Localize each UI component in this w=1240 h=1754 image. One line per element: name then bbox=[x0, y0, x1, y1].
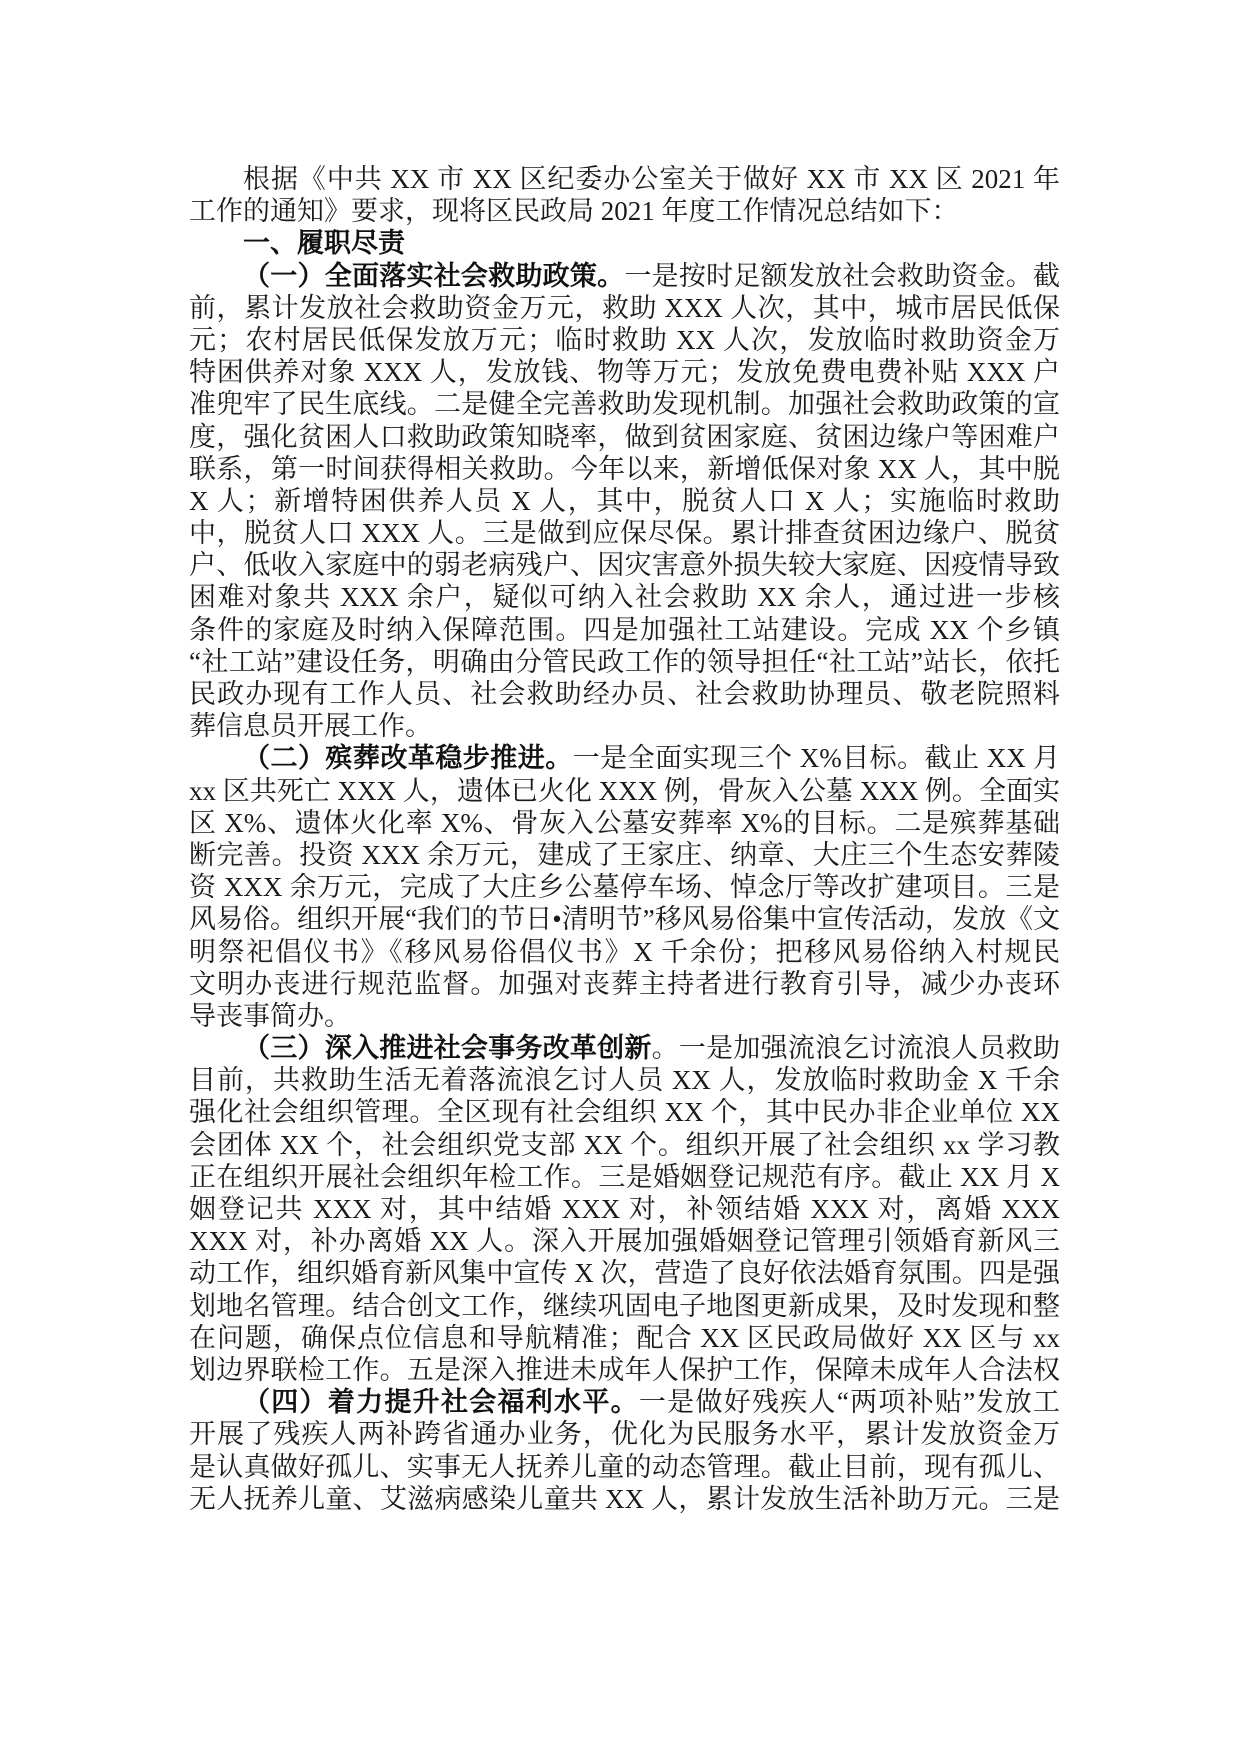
line-text: X 人；新增特困供养人员 X 人，其中，脱贫人口 X 人；实施临时救助 bbox=[189, 485, 1060, 516]
text-line bbox=[189, 388, 1060, 420]
text-line bbox=[189, 453, 1060, 485]
line-text: 困难对象共 XXX 余户，疑似可纳入社会救助 XX 余人，通过进一步核 bbox=[189, 582, 1060, 613]
line-text: 葬信息员开展工作。 bbox=[189, 711, 432, 742]
text-line bbox=[189, 1418, 1060, 1450]
line-text: 强化社会组织管理。全区现有社会组织 XX 个，其中民办非企业单位 XX bbox=[189, 1097, 1060, 1128]
text-line bbox=[189, 742, 1060, 774]
text-line bbox=[189, 1354, 1060, 1386]
line-text: 联系，第一时间获得相关救助。今年以来，新增低保对象 XX 人，其中脱 bbox=[189, 453, 1060, 484]
text-line bbox=[189, 1225, 1060, 1257]
text-line bbox=[189, 324, 1060, 356]
text-line bbox=[189, 710, 1060, 742]
text-line bbox=[189, 195, 1060, 227]
text-line bbox=[189, 903, 1060, 935]
text-line bbox=[189, 485, 1060, 517]
line-text: 元；农村居民低保发放万元；临时救助 XX 人次，发放临时救助资金万 bbox=[189, 324, 1060, 355]
intro-paragraph bbox=[189, 163, 1060, 227]
line-text: 会团体 XX 个，社会组织党支部 XX 个。组织开展了社会组织 xx 学习教 bbox=[189, 1129, 1060, 1160]
text-line bbox=[189, 775, 1060, 807]
text-line bbox=[189, 421, 1060, 453]
line-text: 姻登记共 XXX 对，其中结婚 XXX 对，补领结婚 XXX 对，离婚 XXX bbox=[189, 1194, 1060, 1224]
line-text: 民政办现有工作人员、社会救助经办员、社会救助协理员、敬老院照料 bbox=[189, 679, 1060, 709]
line-text: 划地名管理。结合创文工作，继续巩固电子地图更新成果，及时发现和整 bbox=[189, 1290, 1060, 1321]
line-text: 文明办丧进行规范监督。加强对丧葬主持者进行教育引导，减少办丧环 bbox=[189, 968, 1060, 999]
line-text: 一是做好残疾人“两项补贴”发放工 bbox=[638, 1387, 1060, 1418]
line-text: 一是全面实现三个 X%目标。截止 XX 月 bbox=[572, 743, 1060, 774]
text-line bbox=[189, 646, 1060, 678]
line-text: XXX 对，补办离婚 XX 人。深入开展加强婚姻登记管理引领婚育新风三 bbox=[189, 1226, 1060, 1257]
line-text: 是认真做好孤儿、实事无人抚养儿童的动态管理。截止目前，现有孤儿、 bbox=[189, 1451, 1060, 1482]
subsection-paragraph bbox=[189, 260, 1060, 743]
line-text: 开展了残疾人两补跨省通办业务，优化为民服务水平，累计发放资金万 bbox=[189, 1419, 1060, 1450]
subsection-paragraph bbox=[189, 742, 1060, 1032]
line-text: 一是按时足额发放社会救助资金。截 bbox=[624, 260, 1060, 291]
line-text: 根据《中共 XX 市 XX 区纪委办公室关于做好 XX 市 XX 区 2021 年 bbox=[243, 164, 1060, 194]
line-text: xx 区共死亡 XXX 人，遗体已火化 XXX 例，骨灰入公墓 XXX 例。全面实 bbox=[189, 775, 1060, 806]
document-body bbox=[189, 163, 1060, 1515]
line-text: 户、低收入家庭中的弱老病残户、因灾害意外损失较大家庭、因疫情导致 bbox=[189, 550, 1060, 581]
text-line bbox=[189, 549, 1060, 581]
line-text: “社工站”建设任务，明确由分管民政工作的领导担任“社工站”站长，依托 bbox=[189, 646, 1060, 677]
text-line bbox=[189, 968, 1060, 1000]
section-heading bbox=[189, 227, 1060, 259]
line-text: 正在组织开展社会组织年检工作。三是婚姻登记规范有序。截止 XX 月 X bbox=[189, 1161, 1060, 1192]
line-text: 断完善。投资 XXX 余万元，建成了王家庄、纳章、大庄三个生态安葬陵 bbox=[189, 839, 1060, 870]
line-text: 区 X%、遗体火化率 X%、骨灰入公墓安葬率 X%的目标。二是殡葬基础 bbox=[189, 807, 1060, 838]
text-line bbox=[189, 1032, 1060, 1064]
subsection-title: （二）殡葬改革稳步推进。 bbox=[243, 743, 573, 774]
text-line bbox=[189, 517, 1060, 549]
line-text: 动工作，组织婚育新风集中宣传 X 次，营造了良好依法婚育氛围。四是强 bbox=[189, 1258, 1060, 1289]
text-line bbox=[189, 1322, 1060, 1354]
text-line bbox=[189, 581, 1060, 613]
line-text: 风易俗。组织开展“我们的节日•清明节”移风易俗集中宣传活动，发放《文 bbox=[189, 904, 1060, 935]
subsection-paragraph bbox=[189, 1386, 1060, 1515]
line-text: 前，累计发放社会救助资金万元，救助 XXX 人次，其中，城市居民低保 bbox=[189, 292, 1060, 323]
text-line bbox=[189, 1161, 1060, 1193]
text-line bbox=[189, 1064, 1060, 1096]
text-line bbox=[189, 163, 1060, 195]
line-text: 无人抚养儿童、艾滋病感染儿童共 XX 人，累计发放生活补助万元。三是 bbox=[189, 1483, 1060, 1514]
text-line bbox=[189, 1483, 1060, 1515]
line-text: 。一是加强流浪乞讨流浪人员救助 bbox=[651, 1033, 1060, 1064]
line-text: 中，脱贫人口 XXX 人。三是做到应保尽保。累计排查贫困边缘户、脱贫 bbox=[189, 518, 1060, 549]
subsection-paragraph bbox=[189, 1032, 1060, 1386]
line-text: 度，强化贫困人口救助政策知晓率，做到贫困家庭、贫困边缘户等困难户 bbox=[189, 421, 1060, 452]
text-line bbox=[189, 292, 1060, 324]
text-line bbox=[189, 1193, 1060, 1225]
text-line bbox=[189, 839, 1060, 871]
text-line bbox=[189, 807, 1060, 839]
text-line bbox=[189, 614, 1060, 646]
text-line bbox=[189, 1129, 1060, 1161]
text-line bbox=[189, 260, 1060, 292]
text-line bbox=[189, 1096, 1060, 1128]
line-text: 划边界联检工作。五是深入推进未成年人保护工作，保障未成年人合法权 bbox=[189, 1354, 1060, 1385]
subsection-title: （一）全面落实社会救助政策。 bbox=[243, 260, 625, 291]
text-line bbox=[189, 1451, 1060, 1483]
text-line bbox=[189, 936, 1060, 968]
text-line bbox=[189, 1386, 1060, 1418]
line-text: 条件的家庭及时纳入保障范围。四是加强社工站建设。完成 XX 个乡镇 bbox=[189, 614, 1060, 645]
subsection-title: （三）深入推进社会事务改革创新 bbox=[243, 1033, 652, 1064]
line-text: 工作的通知》要求，现将区民政局 2021 年度工作情况总结如下： bbox=[189, 196, 959, 227]
text-line bbox=[189, 1000, 1060, 1032]
text-line bbox=[189, 1290, 1060, 1322]
text-line bbox=[189, 1257, 1060, 1289]
line-text: 导丧事简办。 bbox=[189, 1000, 351, 1031]
text-line bbox=[189, 871, 1060, 903]
line-text: 准兜牢了民生底线。二是健全完善救助发现机制。加强社会救助政策的宣 bbox=[189, 389, 1060, 420]
text-line bbox=[189, 356, 1060, 388]
text-line bbox=[189, 227, 1060, 259]
text-line bbox=[189, 678, 1060, 710]
line-text: 资 XXX 余万元，完成了大庄乡公墓停车场、悼念厅等改扩建项目。三是 bbox=[189, 872, 1060, 903]
line-text: 特困供养对象 XXX 人，发放钱、物等万元；发放免费电费补贴 XXX 户 bbox=[189, 357, 1060, 388]
line-text: 明祭祀倡仪书》《移风易俗倡仪书》X 千余份；把移风易俗纳入村规民 bbox=[189, 936, 1060, 967]
heading-text: 一、履职尽责 bbox=[243, 228, 405, 259]
line-text: 在问题，确保点位信息和导航精准；配合 XX 区民政局做好 XX 区与 xx bbox=[189, 1322, 1060, 1353]
line-text: 目前，共救助生活无着落流浪乞讨人员 XX 人，发放临时救助金 X 千余 bbox=[189, 1065, 1060, 1096]
subsection-title: （四）着力提升社会福利水平。 bbox=[243, 1387, 639, 1418]
